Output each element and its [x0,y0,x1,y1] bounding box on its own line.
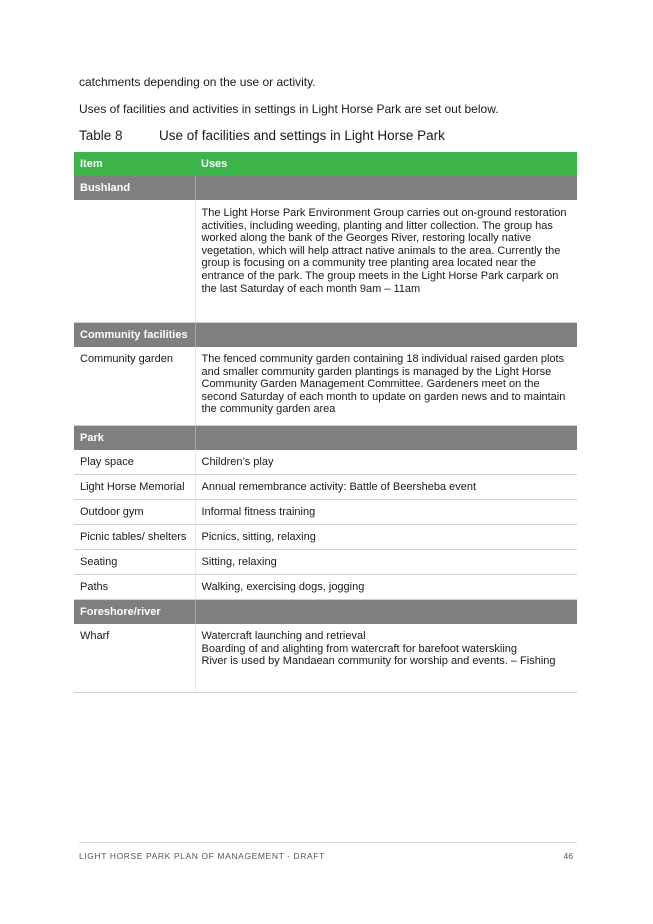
text-line: entrance of the park. The group meets in the Light Horse Park carpark on [201,269,559,282]
text-line: and smaller community garden plantings is managed by the Light Horse [201,365,552,378]
text-line: The fenced community garden containing 18 individual raised garden plots [201,353,565,365]
text-line: second Saturday of each month to update on garden news and to maintain [201,390,566,403]
footer-title: LIGHT HORSE PARK PLAN OF MANAGEMENT - DRAFT [79,851,325,861]
text-line: worked along the bank of the Georges River, restoring locally native [201,232,532,245]
footer-divider [79,842,577,843]
row-item: Wharf [74,624,195,693]
row-uses [195,624,577,693]
header-uses: Uses [195,152,577,176]
text-line: the last Saturday of each month 9am – 11am [201,282,421,295]
row-item: Community garden [74,347,195,426]
row-uses [195,200,577,323]
intro-paragraph-end: catchments depending on the use or activity. [79,75,316,89]
row-item: Light Horse Memorial [74,475,195,500]
text-line: River is used by Mandaean community for worship and events. – Fishing [201,655,556,668]
row-uses: Annual remembrance activity: Battle of Beersheba event [195,475,577,500]
text-line: group is focusing on a community tree planting area located near the [201,257,536,270]
table-row [74,450,577,475]
text-line: The Light Horse Park Environment Group carries out on-ground restoration [201,207,567,219]
text-line: vegetation, which will help attract native animals to the area. Currently the [201,244,561,257]
row-uses: Picnics, sitting, relaxing [195,525,577,550]
page-number: 46 [563,851,573,861]
row-item: Paths [74,575,195,600]
section-label: Community facilities [74,323,195,348]
row-uses: Children’s play [195,450,577,475]
uses-table [74,152,577,693]
table-row [74,575,577,600]
row-uses: Informal fitness training [195,500,577,525]
row-item: Seating [74,550,195,575]
text-line: Community Garden Management Committee. Gardeners meet on the [201,378,540,391]
header-item: Item [74,152,195,176]
text-line: Boarding of and alighting from watercraft for barefoot waterskiing [201,642,517,655]
section-label: Foreshore/river [74,600,195,625]
row-item [74,200,195,323]
section-bushland [74,176,577,200]
section-park [74,426,577,451]
row-uses: Walking, exercising dogs, jogging [195,575,577,600]
table-number: Table 8 [79,128,123,143]
table-row [74,500,577,525]
table-row [74,475,577,500]
table-row [74,200,577,323]
row-uses: Sitting, relaxing [195,550,577,575]
table-row [74,624,577,693]
table-row [74,347,577,426]
text-line: activities, including weeding, planting and litter collection. The group has [201,219,553,232]
intro-paragraph: Uses of facilities and activities in settings in Light Horse Park are set out below. [79,102,499,116]
table-row [74,525,577,550]
row-uses [195,347,577,426]
row-item: Picnic tables/ shelters [74,525,195,550]
table-title: Use of facilities and settings in Light Horse Park [159,128,445,143]
text-line: the community garden area [201,403,336,416]
section-foreshore-river [74,600,577,625]
section-community-facilities [74,323,577,348]
text-line: Watercraft launching and retrieval [201,630,366,642]
section-label: Bushland [74,176,195,200]
section-label: Park [74,426,195,451]
row-item: Play space [74,450,195,475]
row-item: Outdoor gym [74,500,195,525]
table-caption [79,128,539,144]
table-row [74,550,577,575]
table-header-row [74,152,577,176]
